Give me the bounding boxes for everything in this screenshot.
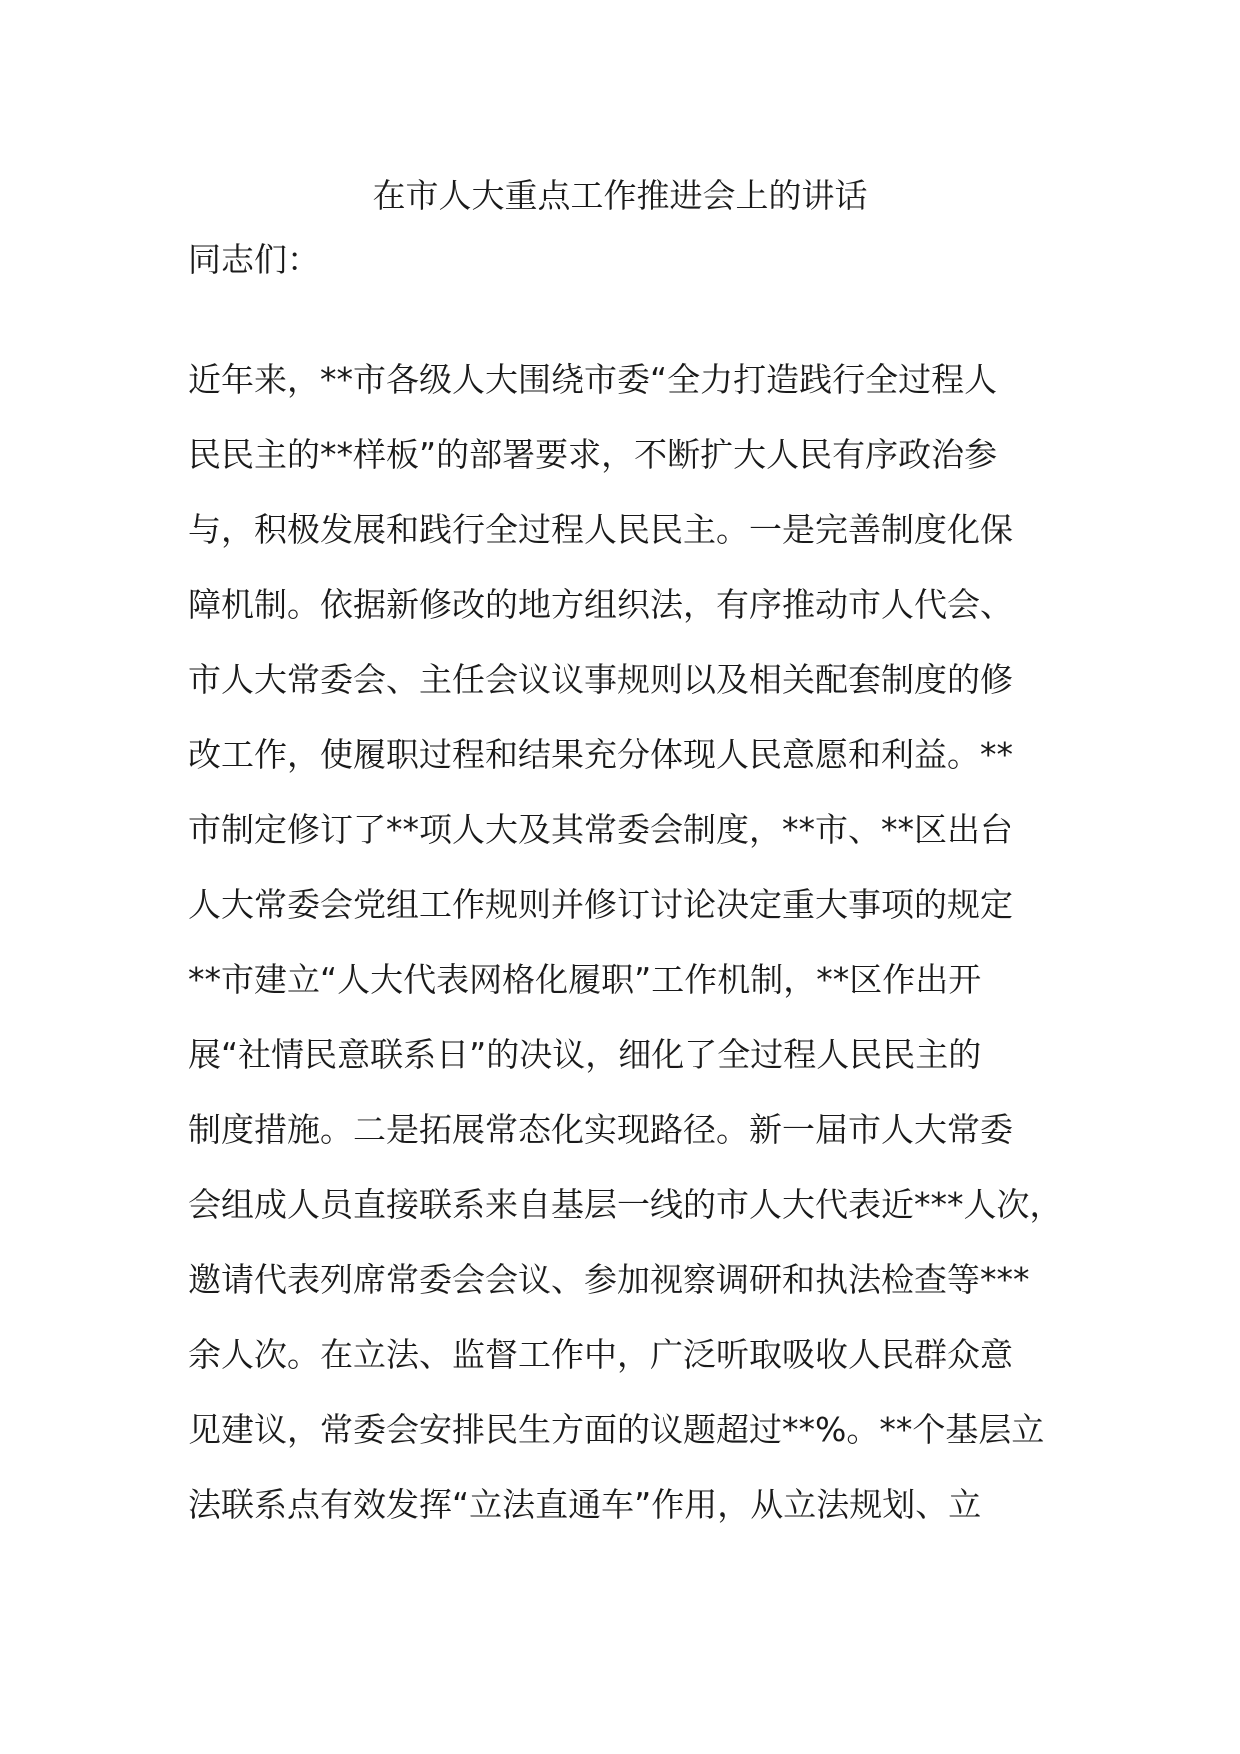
- body-line: 会组成人员直接联系来自基层一线的市人大代表近***人次，: [188, 1185, 1063, 1224]
- body-line: 人大常委会党组工作规则并修订讨论决定重大事项的规定: [188, 885, 1013, 924]
- body-line: 展“社情民意联系日”的决议，细化了全过程人民民主的: [188, 1035, 982, 1074]
- document-title: 在市人大重点工作推进会上的讲话: [372, 176, 868, 215]
- body-line: 与，积极发展和践行全过程人民民主。一是完善制度化保: [188, 510, 1013, 549]
- body-paragraph: [188, 356, 1088, 1556]
- body-line: 改工作，使履职过程和结果充分体现人民意愿和利益。**: [188, 735, 1013, 774]
- body-line: 近年来，**市各级人大围绕市委“全力打造践行全过程人: [188, 360, 998, 399]
- salutation: 同志们：: [188, 240, 320, 279]
- body-line: 市人大常委会、主任会议议事规则以及相关配套制度的修: [188, 660, 1013, 699]
- body-line: **市建立“人大代表网格化履职”工作机制，**区作出开: [188, 960, 982, 999]
- body-line: 见建议，常委会安排民生方面的议题超过**%。**个基层立: [188, 1410, 1045, 1449]
- body-line: 障机制。依据新修改的地方组织法，有序推动市人代会、: [188, 585, 1013, 624]
- body-line: 制度措施。二是拓展常态化实现路径。新一届市人大常委: [188, 1110, 1013, 1149]
- body-line: 邀请代表列席常委会会议、参加视察调研和执法检查等***: [188, 1260, 1030, 1299]
- body-line: 民民主的**样板”的部署要求，不断扩大人民有序政治参: [188, 435, 998, 474]
- body-line: 余人次。在立法、监督工作中，广泛听取吸收人民群众意: [188, 1335, 1013, 1374]
- body-line: 法联系点有效发挥“立法直通车”作用，从立法规划、立: [188, 1485, 982, 1524]
- body-line: 市制定修订了**项人大及其常委会制度，**市、**区出台: [188, 810, 1013, 849]
